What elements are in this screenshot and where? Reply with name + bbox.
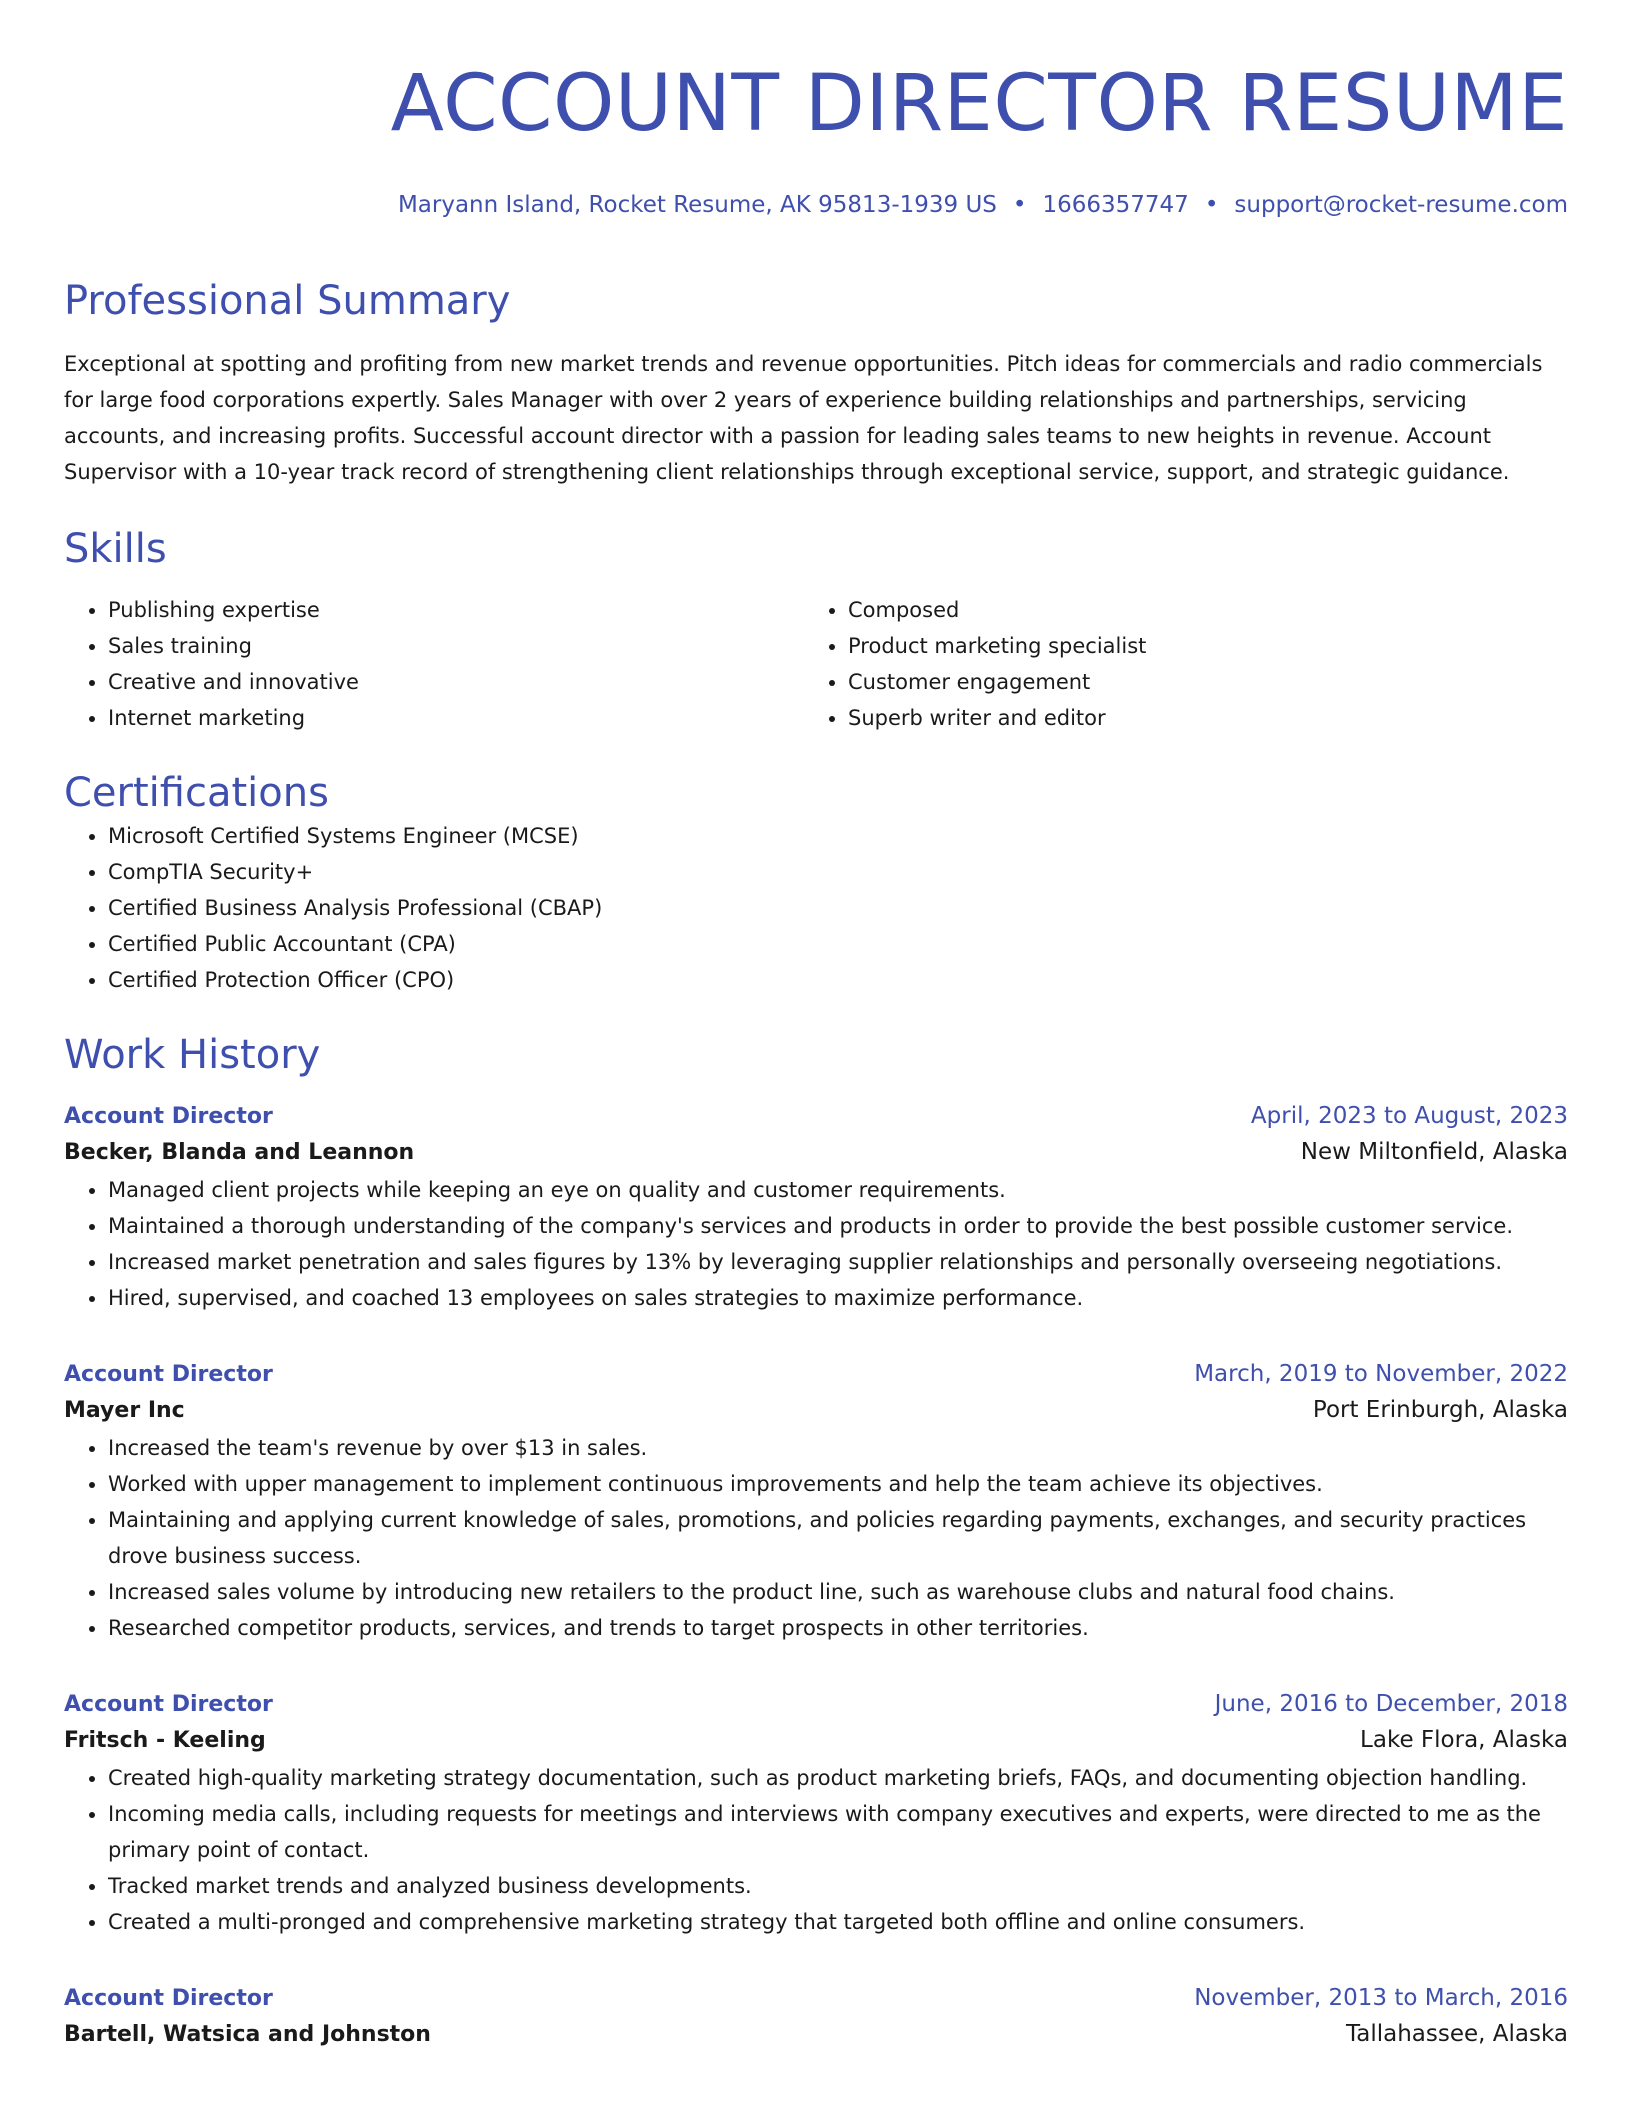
job-bullet: • Incoming media calls, including requests for meetings and interviews with company executives and experts, were directed to me as the primary point of contact. [108, 1796, 1568, 1868]
contact-line [64, 190, 1568, 220]
job-bullet: • Created a multi-pronged and comprehensive marketing strategy that targeted both offline and online consumers. [108, 1904, 1568, 1940]
job-company-row [64, 1133, 1568, 1172]
job-title: Account Director [64, 1104, 273, 1129]
summary-text: Exceptional at spotting and profiting from new market trends and revenue opportunities. Pitch ideas for commercials and radio commercials for large food corporations expertly. Sales Manager with over 2 years of experience building relationships and partnerships, servicing accounts, and increasing profits. Successful account director with a passion for leading sales teams to new heights in revenue. Account Supervisor with a 10-year track record of strengthening client relationships through exceptional service, support, and strategic guidance. [64, 352, 1543, 484]
certification-item: • Microsoft Certified Systems Engineer (MCSE) [108, 818, 1568, 854]
job-entry [64, 1358, 1568, 1646]
job-title-row [64, 1982, 1568, 2015]
job-dates: November, 2013 to March, 2016 [1194, 1985, 1568, 2011]
job-bullet: • Worked with upper management to implement continuous improvements and help the team achieve its objectives. [108, 1466, 1568, 1502]
skill-item: • Composed [848, 592, 1568, 628]
job-company: Fritsch - Keeling [64, 1728, 266, 1753]
job-bullet: • Created high-quality marketing strategy documentation, such as product marketing briefs, FAQs, and documenting objection handling. [108, 1760, 1568, 1796]
skill-item: • Publishing expertise [108, 592, 804, 628]
skill-item: • Sales training [108, 628, 804, 664]
job-location: Tallahassee, Alaska [1346, 2021, 1568, 2047]
job-bullets [64, 1760, 1568, 1940]
job-bullets [64, 1172, 1568, 1316]
summary-heading: Professional Summary [64, 278, 511, 324]
contact-address: Maryann Island, Rocket Resume, AK 95813-1939 US [397, 192, 997, 218]
job-dates: March, 2019 to November, 2022 [1194, 1361, 1568, 1387]
job-entry [64, 1688, 1568, 1940]
job-title: Account Director [64, 1986, 273, 2011]
resume-title: ACCOUNT DIRECTOR RESUME [390, 59, 1568, 149]
certifications-section [64, 768, 1568, 998]
job-bullets [64, 1430, 1568, 1646]
skill-item: • Product marketing specialist [848, 628, 1568, 664]
job-title: Account Director [64, 1362, 273, 1387]
job-title-row [64, 1100, 1568, 1133]
certification-item: • CompTIA Security+ [108, 854, 1568, 890]
job-title-row [64, 1688, 1568, 1721]
job-location: Port Erinburgh, Alaska [1312, 1397, 1568, 1423]
job-dates: June, 2016 to December, 2018 [1214, 1691, 1568, 1717]
job-company: Becker, Blanda and Leannon [64, 1140, 415, 1165]
job-title: Account Director [64, 1692, 273, 1717]
skills-heading: Skills [64, 526, 167, 572]
job-bullet: • Tracked market trends and analyzed business developments. [108, 1868, 1568, 1904]
certifications-heading: Certifications [64, 770, 329, 816]
skills-grid [64, 592, 1568, 736]
job-dates: April, 2023 to August, 2023 [1250, 1103, 1568, 1129]
contact-email: support@rocket-resume.com [1234, 192, 1568, 218]
job-company: Mayer Inc [64, 1398, 185, 1423]
certification-item: • Certified Public Accountant (CPA) [108, 926, 1568, 962]
certifications-list [64, 818, 1568, 998]
job-bullet: • Increased market penetration and sales figures by 13% by leveraging supplier relationships and personally overseeing negotiations. [108, 1244, 1568, 1280]
skill-item: • Customer engagement [848, 664, 1568, 700]
contact-separator: • [1012, 192, 1027, 218]
skill-item: • Internet marketing [108, 700, 804, 736]
job-bullet: • Maintaining and applying current knowledge of sales, promotions, and policies regarding payments, exchanges, and security practices drove business success. [108, 1502, 1568, 1574]
job-bullet: • Managed client projects while keeping an eye on quality and customer requirements. [108, 1172, 1568, 1208]
contact-separator: • [1204, 192, 1219, 218]
work-history-section [64, 1030, 1568, 2054]
summary-section [64, 276, 1568, 490]
job-company-row [64, 1391, 1568, 1430]
skills-section [64, 524, 1568, 736]
job-company: Bartell, Watsica and Johnston [64, 2022, 431, 2047]
contact-phone: 1666357747 [1042, 192, 1189, 218]
job-location: Lake Flora, Alaska [1360, 1727, 1568, 1753]
job-title-row [64, 1358, 1568, 1391]
job-company-row [64, 1721, 1568, 1760]
job-bullet: • Increased sales volume by introducing new retailers to the product line, such as warehouse clubs and natural food chains. [108, 1574, 1568, 1610]
resume-header [64, 58, 1568, 220]
job-bullet: • Researched competitor products, services, and trends to target prospects in other territories. [108, 1610, 1568, 1646]
skill-item: • Superb writer and editor [848, 700, 1568, 736]
skill-item: • Creative and innovative [108, 664, 804, 700]
work-history-heading: Work History [64, 1032, 321, 1078]
job-company-row [64, 2015, 1568, 2054]
job-entry [64, 1982, 1568, 2054]
certification-item: • Certified Business Analysis Professional (CBAP) [108, 890, 1568, 926]
job-bullet: • Hired, supervised, and coached 13 employees on sales strategies to maximize performance. [108, 1280, 1568, 1316]
skills-list-right [804, 592, 1568, 736]
job-bullet: • Increased the team's revenue by over $13 in sales. [108, 1430, 1568, 1466]
job-location: New Miltonfield, Alaska [1300, 1139, 1568, 1165]
certification-item: • Certified Protection Officer (CPO) [108, 962, 1568, 998]
job-bullet: • Maintained a thorough understanding of the company's services and products in order to provide the best possible customer service. [108, 1208, 1568, 1244]
job-entry [64, 1100, 1568, 1316]
skills-list-left [64, 592, 804, 736]
